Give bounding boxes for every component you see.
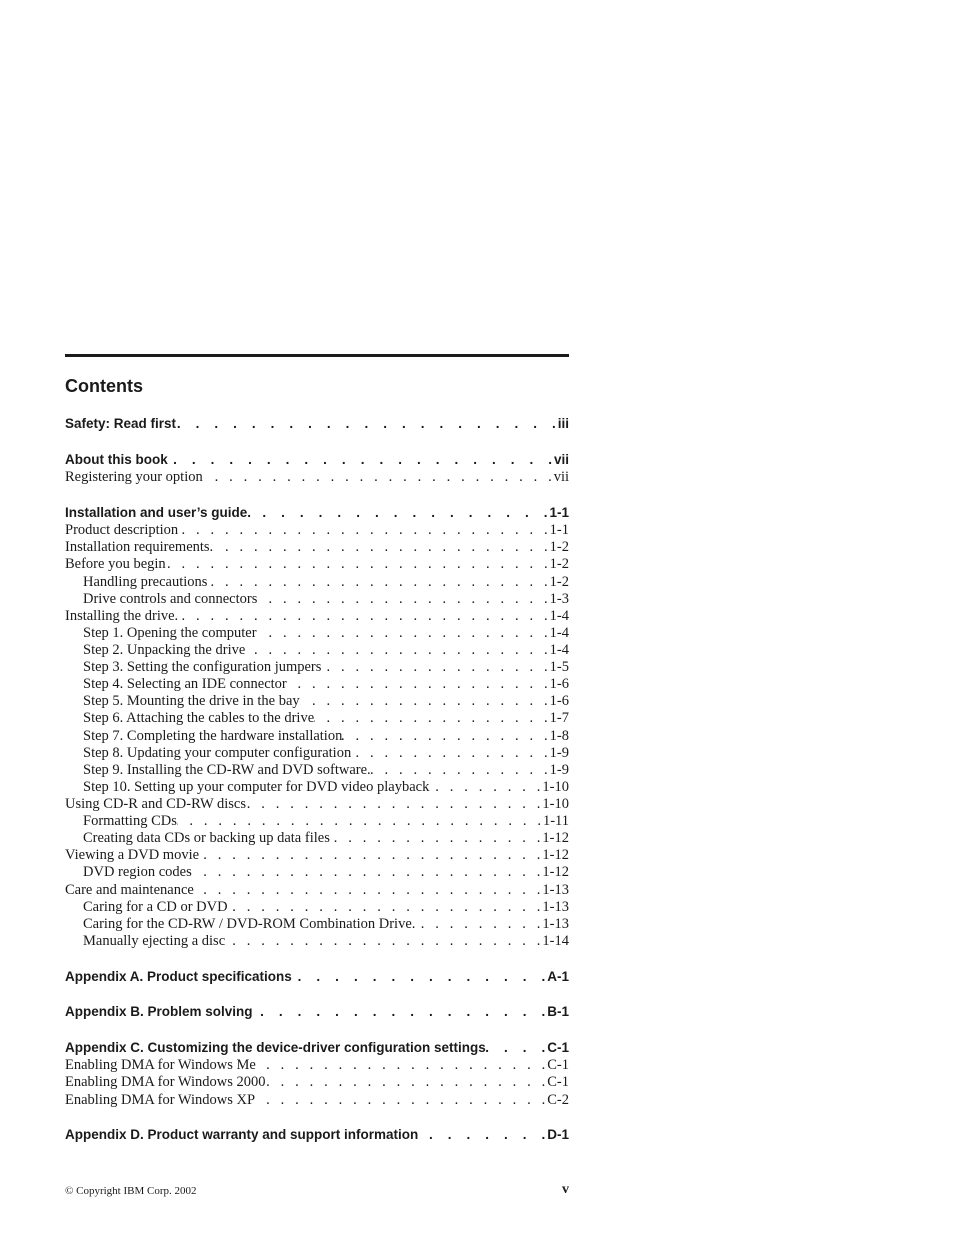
toc-entry-title: Appendix C. Customizing the device-driver configuration settings (65, 1040, 486, 1055)
toc-entry-title: Caring for the CD-RW / DVD-ROM Combination Drive. (83, 916, 416, 932)
toc-entry-page: C-1 (547, 1057, 569, 1073)
toc-entry-page: 1-11 (542, 813, 569, 829)
toc-entry-title: DVD region codes (83, 864, 192, 880)
toc-entry-title: Step 10. Setting up your computer for DVD video playback (83, 779, 430, 795)
page-title: Contents (65, 376, 143, 396)
toc-entry-page: 1-13 (542, 882, 569, 898)
toc-entry (65, 642, 569, 659)
toc-entry-page: A-1 (547, 969, 569, 984)
toc-entry (65, 556, 569, 573)
toc-entry-title: Step 4. Selecting an IDE connector (83, 676, 287, 692)
toc-entry (65, 522, 569, 539)
dot-leader (292, 969, 545, 984)
toc-entry-page: 1-4 (549, 608, 569, 624)
dot-leader (321, 659, 547, 676)
toc-entry-page: 1-12 (542, 847, 569, 863)
toc-entry (65, 1092, 569, 1109)
dot-leader (178, 608, 548, 625)
toc-entry-title: Step 3. Setting the configuration jumpers (83, 659, 322, 675)
toc-entry-title: Step 2. Unpacking the drive (83, 642, 246, 658)
toc-entry-page: 1-9 (549, 762, 569, 778)
dot-leader (342, 728, 547, 745)
toc-entry (65, 710, 569, 727)
toc-entry (65, 933, 569, 950)
toc-entry-page: 1-2 (549, 539, 569, 555)
toc-entry (65, 1074, 569, 1091)
dot-leader (371, 762, 548, 779)
toc-entry-page: 1-7 (549, 710, 569, 726)
dot-leader (177, 813, 541, 830)
toc-entry-page: 1-1 (549, 522, 569, 538)
toc-entry-title: Appendix D. Product warranty and support information (65, 1127, 419, 1142)
dot-leader (203, 469, 552, 486)
toc-entry (65, 539, 569, 556)
toc-entry-title: Before you begin (65, 556, 166, 572)
toc-entry-page: iii (557, 416, 569, 431)
toc-entry-title: About this book (65, 452, 168, 467)
dot-leader (429, 779, 540, 796)
toc-entry (65, 847, 569, 864)
toc-entry-page: 1-10 (542, 796, 569, 812)
dot-leader (253, 1004, 546, 1019)
toc-entry-title: Viewing a DVD movie (65, 847, 200, 863)
toc-entry-page: 1-10 (542, 779, 569, 795)
dot-leader (418, 1127, 545, 1142)
toc-entry (65, 882, 569, 899)
toc-entry-page: 1-5 (549, 659, 569, 675)
dot-leader (192, 864, 541, 881)
toc-entry-page: 1-14 (542, 933, 569, 949)
toc-entry-page: 1-13 (542, 916, 569, 932)
toc-entry (65, 693, 569, 710)
toc-entry-title: Step 9. Installing the CD-RW and DVD software. (83, 762, 371, 778)
dot-leader (225, 933, 540, 950)
toc-entry-page: 1-9 (549, 745, 569, 761)
toc-entry (65, 505, 569, 522)
toc-entry (65, 625, 569, 642)
toc-entry-title: Installation and user’s guide. (65, 505, 252, 520)
toc-entry (65, 452, 569, 469)
dot-leader (257, 591, 547, 608)
toc-entry-page: 1-4 (549, 625, 569, 641)
heading-rule (65, 354, 569, 357)
dot-leader (251, 505, 547, 520)
toc-entry-title: Registering your option (65, 469, 203, 485)
toc-entry-title: Drive controls and connectors (83, 591, 258, 607)
toc-entry (65, 1040, 569, 1057)
dot-leader (207, 574, 547, 591)
toc-entry-page: 1-2 (549, 556, 569, 572)
toc-entry-title: Creating data CDs or backing up data files (83, 830, 330, 846)
toc-entry-title: Step 6. Attaching the cables to the drive (83, 710, 315, 726)
dot-leader (228, 899, 541, 916)
toc-entry-page: 1-4 (549, 642, 569, 658)
toc-entry (65, 1004, 569, 1021)
toc-entry-title: Product description (65, 522, 179, 538)
dot-leader (330, 830, 541, 847)
dot-leader (314, 710, 548, 727)
dot-leader (257, 625, 548, 642)
dot-leader (256, 1057, 545, 1074)
toc-entry-title: Step 1. Opening the computer (83, 625, 257, 641)
toc-entry-page: 1-12 (542, 830, 569, 846)
toc-entry-page: C-1 (547, 1040, 569, 1055)
toc-entry (65, 659, 569, 676)
dot-leader (300, 693, 548, 710)
dot-leader (168, 452, 552, 467)
toc-entry (65, 416, 569, 433)
toc-entry-title: Installation requirements. (65, 539, 214, 555)
toc-entry-title: Installing the drive. (65, 608, 179, 624)
dot-leader (199, 847, 540, 864)
dot-leader (246, 796, 540, 813)
toc-entry-title: Enabling DMA for Windows Me (65, 1057, 256, 1073)
dot-leader (351, 745, 547, 762)
dot-leader (415, 916, 540, 933)
toc-entry-title: Formatting CDs (83, 813, 177, 829)
toc-entry (65, 899, 569, 916)
toc-entry-title: Manually ejecting a disc (83, 933, 226, 949)
toc-entry (65, 728, 569, 745)
toc-entry (65, 796, 569, 813)
dot-leader (176, 416, 556, 431)
toc-entry-page: 1-13 (542, 899, 569, 915)
toc-entry-title: Care and maintenance (65, 882, 194, 898)
toc-entry-title: Handling precautions (83, 574, 208, 590)
dot-leader (178, 522, 547, 539)
toc-entry (65, 745, 569, 762)
toc-entry (65, 1057, 569, 1074)
toc-entry (65, 574, 569, 591)
toc-entry-page: 1-6 (549, 676, 569, 692)
page-number: v (562, 1182, 569, 1197)
toc-entry-title: Step 7. Completing the hardware installation (83, 728, 343, 744)
toc-entry (65, 676, 569, 693)
toc-entry-page: 1-8 (549, 728, 569, 744)
toc-entry-page: C-2 (547, 1092, 569, 1108)
toc-entry-page: 1-12 (542, 864, 569, 880)
toc-entry (65, 1127, 569, 1144)
toc-entry-title: Enabling DMA for Windows XP (65, 1092, 256, 1108)
dot-leader (213, 539, 547, 556)
toc-entry-title: Caring for a CD or DVD (83, 899, 228, 915)
toc-entry-page: 1-1 (549, 505, 569, 520)
toc-entry-title: Using CD-R and CD-RW discs (65, 796, 246, 812)
toc-entry (65, 608, 569, 625)
dot-leader (166, 556, 548, 573)
toc-entry-title: Enabling DMA for Windows 2000 (65, 1074, 266, 1090)
dot-leader (245, 642, 547, 659)
toc-entry (65, 969, 569, 986)
toc-entry-page: B-1 (547, 1004, 569, 1019)
toc-entry-title: Step 8. Updating your computer configuration (83, 745, 352, 761)
toc-entry-page: vii (553, 469, 569, 485)
dot-leader (194, 882, 541, 899)
dot-leader (486, 1040, 545, 1055)
toc-entry-title: Safety: Read first (65, 416, 177, 431)
toc-entry-page: 1-6 (549, 693, 569, 709)
dot-leader (266, 1074, 546, 1091)
toc-entry-page: C-1 (547, 1074, 569, 1090)
toc-entry-title: Appendix B. Problem solving (65, 1004, 253, 1019)
toc-entry-page: 1-2 (549, 574, 569, 590)
dot-leader (255, 1092, 545, 1109)
toc-entry (65, 591, 569, 608)
toc-entry-title: Step 5. Mounting the drive in the bay (83, 693, 300, 709)
toc-entry (65, 813, 569, 830)
toc-entry (65, 779, 569, 796)
toc-entry-page: 1-3 (549, 591, 569, 607)
toc-entry (65, 469, 569, 486)
toc-entry (65, 916, 569, 933)
toc-entry-title: Appendix A. Product specifications (65, 969, 292, 984)
toc-entry (65, 830, 569, 847)
toc-entry-page: vii (553, 452, 569, 467)
copyright-notice: © Copyright IBM Corp. 2002 (65, 1185, 197, 1197)
dot-leader (287, 676, 548, 693)
toc-entry-page: D-1 (547, 1127, 569, 1142)
toc-entry (65, 864, 569, 881)
toc-entry (65, 762, 569, 779)
